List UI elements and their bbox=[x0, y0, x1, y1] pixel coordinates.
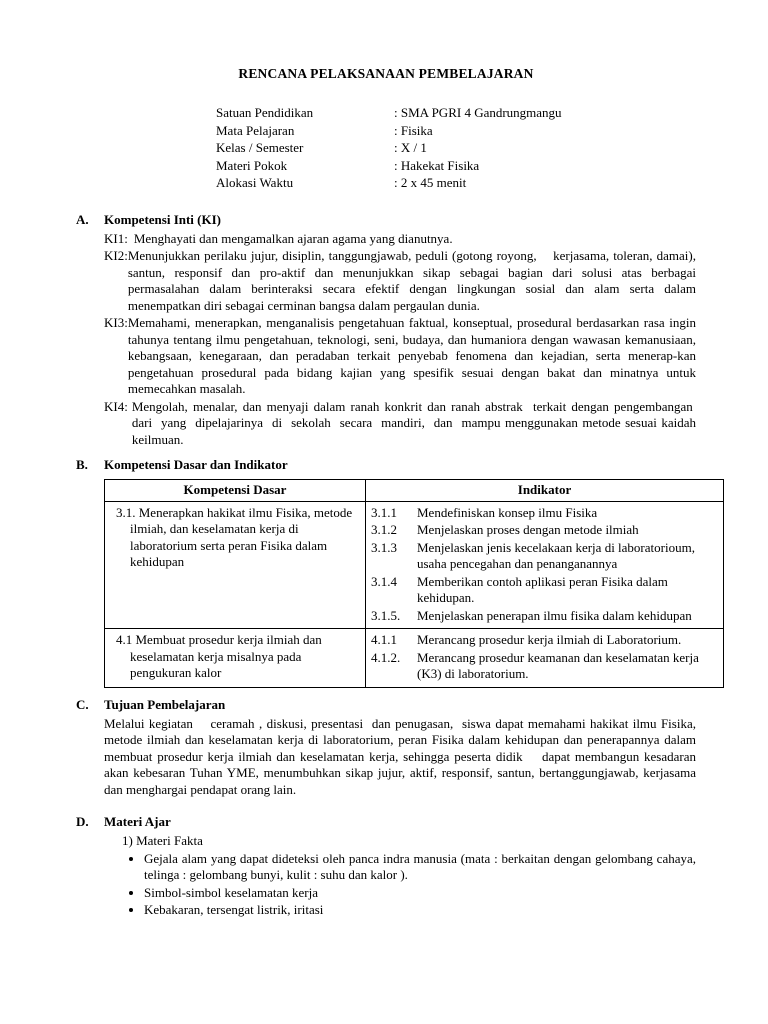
meta-value: : SMA PGRI 4 Gandrungmangu bbox=[394, 105, 562, 120]
meta-value: : Fisika bbox=[394, 122, 433, 138]
table-header-row bbox=[105, 480, 724, 502]
indicator-number: 3.1.4 bbox=[371, 573, 397, 589]
indicator-row bbox=[371, 505, 718, 522]
section-title: Kompetensi Dasar dan Indikator bbox=[104, 457, 288, 472]
ki-item bbox=[104, 248, 696, 314]
ki-code: KI1: bbox=[104, 230, 128, 246]
indicator-text: Menjelaskan proses dengan metode ilmiah bbox=[417, 522, 639, 537]
indicator-text: Menjelaskan jenis kecelakaan kerja di laboratorioum, usaha pencegahan dan penanganannya bbox=[417, 539, 695, 571]
column-header-indikator: Indikator bbox=[366, 480, 724, 502]
ki-list bbox=[104, 231, 696, 449]
ki-code: KI2: bbox=[104, 248, 128, 263]
meta-label: Satuan Pendidikan bbox=[216, 105, 314, 120]
ki-code: KI3: bbox=[104, 315, 128, 330]
indicator-row bbox=[371, 608, 718, 625]
section-letter: A. bbox=[76, 211, 89, 227]
ki-text: Mengolah, menalar, dan menyaji dalam ranah konkrit dan ranah abstrak terkait dengan pengembangan dari yang dipelajarinya di sekolah secara mandiri, dan mampu menggunakan metode sesuai kaidah keilmuan. bbox=[131, 398, 696, 447]
kompetensi-dasar-table bbox=[104, 479, 724, 688]
materi-subsection: 1) Materi Fakta bbox=[122, 833, 203, 848]
meta-row bbox=[216, 104, 696, 122]
kd-text: 3.1. Menerapkan hakikat ilmu Fisika, metode ilmiah, dan keselamatan kerja di laboratorium serta peran Fisika dalam kehidupan bbox=[116, 504, 353, 569]
indicator-text: Memberikan contoh aplikasi peran Fisika dalam kehidupan. bbox=[417, 573, 668, 605]
ki-item bbox=[104, 399, 696, 449]
indicator-number: 3.1.1 bbox=[371, 504, 397, 520]
section-title: Tujuan Pembelajaran bbox=[104, 696, 226, 712]
cell-indikator bbox=[366, 501, 724, 629]
meta-row bbox=[216, 122, 696, 140]
ki-text: Menunjukkan perilaku jujur, disiplin, tanggungjawab, peduli (gotong royong, kerjasama, toleran, damai), santun, responsif dan pro-aktif dan menunjukkan sikap sebagai bagian dari solusi atas berbagai permasalahan dalam berinteraksi secara efektif dengan lingkungan sosial dan alam serta dalam menempatkan diri sebagai cerminan bangsa dalam pergaulan dunia. bbox=[127, 248, 696, 313]
section-materi-ajar bbox=[76, 814, 696, 919]
meta-row bbox=[216, 139, 696, 157]
indicator-number: 3.1.3 bbox=[371, 539, 397, 555]
indicator-number: 3.1.5. bbox=[371, 607, 401, 623]
indicator-row bbox=[371, 522, 718, 539]
section-title: Materi Ajar bbox=[104, 814, 171, 829]
meta-row bbox=[216, 174, 696, 192]
meta-row bbox=[216, 157, 696, 175]
table-row bbox=[105, 501, 724, 629]
section-kompetensi-inti bbox=[76, 212, 696, 449]
ki-code: KI4: bbox=[104, 398, 128, 414]
cell-kompetensi-dasar bbox=[105, 629, 366, 688]
kd-text: 4.1 Membuat prosedur kerja ilmiah dan keselamatan kerja misalnya pada pengukuran kalor bbox=[116, 632, 322, 680]
section-letter: B. bbox=[76, 457, 88, 472]
indicator-text: Merancang prosedur keamanan dan keselamatan kerja (K3) di laboratorium. bbox=[417, 649, 699, 681]
section-tujuan-pembelajaran bbox=[76, 697, 696, 799]
materi-fakta-list bbox=[76, 851, 696, 919]
section-heading bbox=[76, 212, 696, 228]
cell-kompetensi-dasar bbox=[105, 501, 366, 629]
indicator-row bbox=[371, 632, 718, 649]
meta-value: : X / 1 bbox=[394, 140, 427, 155]
ki-text: Memahami, menerapkan, menganalisis pengetahuan faktual, konseptual, prosedural berdasarkan rasa ingin tahunya tentang ilmu pengetahuan, teknologi, seni, budaya, dan humaniora dengan wawasan kemanusiaan, kebangsaan, kenegaraan, dan peradaban terkait penyebab fenomena dan kejadian, serta menerap-kan pengetahuan prosedural pada bidang kajian yang spesifik sesuai dengan bakat dan minatnya untuk memecahkan masalah. bbox=[127, 315, 696, 396]
indicator-number: 3.1.2 bbox=[371, 522, 397, 537]
document-meta bbox=[216, 104, 696, 192]
indicator-text: Menjelaskan penerapan ilmu fisika dalam kehidupan bbox=[417, 607, 692, 623]
section-letter: C. bbox=[76, 696, 89, 712]
meta-label: Mata Pelajaran bbox=[216, 122, 295, 138]
ki-text: Menghayati dan mengamalkan ajaran agama yang dianutnya. bbox=[133, 230, 453, 246]
meta-value: : Hakekat Fisika bbox=[394, 157, 480, 173]
section-kompetensi-dasar bbox=[76, 457, 699, 688]
indicator-row bbox=[371, 540, 718, 573]
section-heading bbox=[76, 814, 696, 830]
indicator-text: Mendefiniskan konsep ilmu Fisika bbox=[417, 504, 598, 520]
section-title: Kompetensi Inti (KI) bbox=[104, 211, 221, 227]
list-item: • Gejala alam yang dapat dideteksi oleh panca indra manusia (mata : berkaitan dengan gelombang cahaya, telinga : gelombang bunyi, kulit : suhu dan kalor ). bbox=[144, 851, 696, 884]
column-header-kompetensi-dasar: Kompetensi Dasar bbox=[105, 480, 366, 502]
indicator-row bbox=[371, 574, 718, 607]
cell-indikator bbox=[366, 629, 724, 688]
meta-label: Alokasi Waktu bbox=[216, 175, 294, 190]
table-row bbox=[105, 629, 724, 688]
indicator-row bbox=[371, 650, 718, 683]
section-heading bbox=[76, 697, 696, 713]
section-heading bbox=[76, 457, 696, 473]
indicator-number: 4.1.1 bbox=[371, 632, 397, 647]
indicator-number: 4.1.2. bbox=[371, 649, 401, 665]
tujuan-paragraph: Melalui kegiatan ceramah , diskusi, presentasi dan penugasan, siswa dapat memahami hakikat ilmu Fisika, metode ilmiah dan keselamatan kerja di laboratorium, peran Fisika dalam kehidupan dan penerapannya dalam membuat prosedur kerja ilmiah dan keselamatan kerja, sehingga peserta didik dapat membangun kesadaran akan kebesaran Tuhan YME, menumbuhkan sikap jujur, aktif, responsif, santun, bertanggungjawab, kerjasama dan menghargai pendapat orang lain. bbox=[104, 715, 696, 797]
ki-item bbox=[104, 231, 696, 248]
meta-label: Materi Pokok bbox=[216, 157, 288, 173]
indicator-text: Merancang prosedur kerja ilmiah di Laboratorium. bbox=[417, 632, 682, 647]
page-title: RENCANA PELAKSANAAN PEMBELAJARAN bbox=[238, 66, 534, 81]
ki-item bbox=[104, 315, 696, 398]
list-item: • Kebakaran, tersengat listrik, iritasi bbox=[144, 902, 696, 919]
section-letter: D. bbox=[76, 814, 89, 829]
list-item: • Simbol-simbol keselamatan kerja bbox=[144, 885, 696, 902]
meta-label: Kelas / Semester bbox=[216, 140, 304, 155]
meta-value: : 2 x 45 menit bbox=[394, 175, 467, 190]
